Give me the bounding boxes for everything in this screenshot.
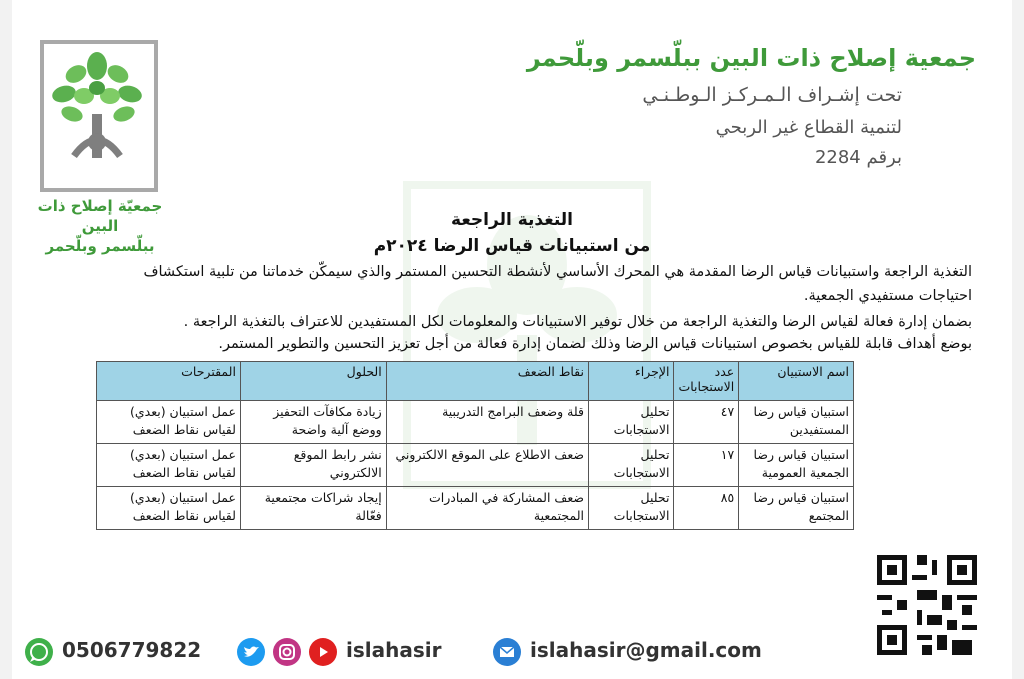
qr-code-icon[interactable] bbox=[872, 550, 982, 660]
table-cell: عمل استبيان (بعدي) لقياس نقاط الضعف bbox=[97, 401, 241, 444]
social-handle[interactable]: islahasir bbox=[346, 638, 442, 662]
table-row bbox=[97, 487, 854, 530]
paragraph-2: بضمان إدارة فعالة لقياس الرضا والتغذية الراجعة من خلال توفير الاستبيانات والمعلومات لكل المستفيدين للاعتراف بالتغذية الراجعة . bbox=[183, 314, 972, 330]
table-cell: زيادة مكافآت التحفيز ووضع آلية واضحة bbox=[240, 401, 386, 444]
registration-line: برقم 2284 bbox=[814, 147, 902, 168]
column-header: اسم الاستبيان bbox=[739, 362, 854, 401]
sector-line: لتنمية القطاع غير الربحي bbox=[715, 117, 902, 138]
table-cell: ٨٥ bbox=[674, 487, 739, 530]
table-cell: عمل استبيان (بعدي) لقياس نقاط الضعف bbox=[97, 487, 241, 530]
paragraph-3: بوضع أهداف قابلة للقياس بخصوص استبيانات قياس الرضا وذلك لضمان إدارة فعالة من أجل تعزيز التحسين والتطوير المستمر. bbox=[218, 336, 972, 352]
document-page bbox=[12, 0, 1012, 679]
table-cell: استبيان قياس رضا الجمعية العمومية bbox=[739, 444, 854, 487]
organization-logo bbox=[40, 40, 158, 192]
paragraph-1-line-2: احتياجات مستفيدي الجمعية. bbox=[803, 288, 972, 304]
table-cell: قلة وضعف البرامج التدريبية bbox=[386, 401, 588, 444]
tree-logo-icon bbox=[44, 44, 154, 188]
table-cell: ١٧ bbox=[674, 444, 739, 487]
column-header: عدد الاستجابات bbox=[674, 362, 739, 401]
logo-caption-line2: ببلّسمر وبلّحمر bbox=[45, 237, 155, 255]
document-subtitle: من استبيانات قياس الرضا ٢٠٢٤م bbox=[373, 236, 651, 256]
paragraph-1-line-1: التغذية الراجعة واستبيانات قياس الرضا المقدمة هي المحرك الأساسي لأنشطة التحسين المستمر والذي سيمكّن خدماتنا من تلبية استكشاف bbox=[143, 264, 972, 280]
organization-name: جمعية إصلاح ذات البين ببلّسمر وبلّحمر bbox=[526, 44, 976, 72]
table-cell: استبيان قياس رضا المجتمع bbox=[739, 487, 854, 530]
document-title: التغذية الراجعة bbox=[451, 210, 573, 230]
logo-caption-line1: جمعيّة إصلاح ذات البين bbox=[37, 197, 163, 235]
feedback-table bbox=[96, 361, 854, 530]
column-header: الإجراء bbox=[589, 362, 674, 401]
column-header: نقاط الضعف bbox=[386, 362, 588, 401]
table-cell: نشر رابط الموقع الالكتروني bbox=[240, 444, 386, 487]
whatsapp-icon[interactable] bbox=[24, 637, 54, 667]
table-cell: إيجاد شراكات مجتمعية فعّالة bbox=[240, 487, 386, 530]
table-cell: تحليل الاستجابات bbox=[589, 487, 674, 530]
table-cell: استبيان قياس رضا المستفيدين bbox=[739, 401, 854, 444]
twitter-icon[interactable] bbox=[236, 637, 266, 667]
table-cell: تحليل الاستجابات bbox=[589, 444, 674, 487]
table-cell: ضعف الاطلاع على الموقع الالكتروني bbox=[386, 444, 588, 487]
phone-number[interactable]: 0506779822 bbox=[62, 638, 202, 662]
table-cell: تحليل الاستجابات bbox=[589, 401, 674, 444]
table-row bbox=[97, 401, 854, 444]
table-header-row bbox=[97, 362, 854, 401]
table-cell: ٤٧ bbox=[674, 401, 739, 444]
email-address[interactable]: islahasir@gmail.com bbox=[530, 638, 762, 662]
table-row bbox=[97, 444, 854, 487]
instagram-icon[interactable] bbox=[272, 637, 302, 667]
column-header: الحلول bbox=[240, 362, 386, 401]
table-cell: ضعف المشاركة في المبادرات المجتمعية bbox=[386, 487, 588, 530]
email-icon[interactable] bbox=[492, 637, 522, 667]
supervision-line: تحت إشـراف الـمـركـز الـوطـنـي bbox=[642, 84, 902, 106]
column-header: المقترحات bbox=[97, 362, 241, 401]
youtube-icon[interactable] bbox=[308, 637, 338, 667]
table-cell: عمل استبيان (بعدي) لقياس نقاط الضعف bbox=[97, 444, 241, 487]
